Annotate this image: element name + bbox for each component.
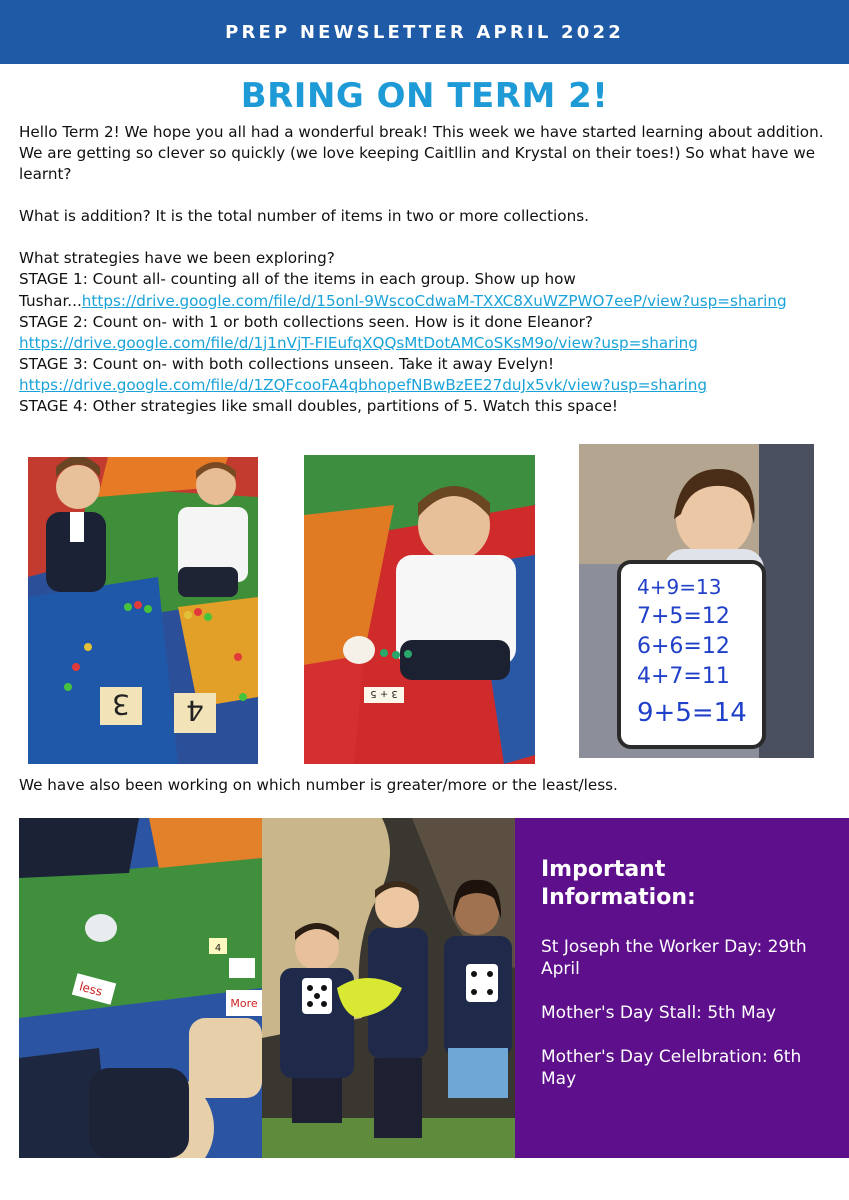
whiteboard-sums <box>637 572 762 728</box>
page-headline: BRING ON TERM 2! <box>240 76 609 116</box>
photo-girl-whiteboard <box>579 444 814 758</box>
photo-students-mat <box>28 457 258 764</box>
stage-3 <box>19 354 831 396</box>
card-more: More <box>230 997 258 1010</box>
info-title: Important Information: <box>541 857 696 910</box>
stage-2-text: STAGE 2: Count on- with 1 or both collections seen. How is it done Eleanor? <box>19 312 593 331</box>
info-item-worker-day: St Joseph the Worker Day: 29th April <box>541 937 807 979</box>
card-small-number: 4 <box>214 943 222 954</box>
card-less: less <box>77 979 104 999</box>
card-three: 3 <box>112 688 130 721</box>
stage-4-text: STAGE 4: Other strategies like small doubles, partitions of 5. Watch this space! <box>19 397 619 416</box>
addition-definition: What is addition? It is the total number of items in two or more collections. <box>19 207 589 226</box>
info-item-mothers-day-stall: Mother's Day Stall: 5th May <box>541 1003 777 1023</box>
strategies-question: What strategies have we been exploring? <box>19 249 335 268</box>
greater-less-caption: We have also been working on which number is greater/more or the least/less. <box>19 776 618 794</box>
stage-3-text: STAGE 3: Count on- with both collections unseen. Take it away Evelyn! <box>19 354 555 373</box>
newsletter-body <box>19 122 831 417</box>
photo-students-dice-puppet <box>262 818 515 1158</box>
stage-4 <box>19 396 831 417</box>
stage-1 <box>19 269 831 311</box>
photo-more-less-activity <box>19 818 262 1158</box>
whiteboard-line: 4+7=11 <box>637 664 730 689</box>
whiteboard-line: 7+5=12 <box>637 604 730 629</box>
card-four: 4 <box>186 694 204 727</box>
important-info-panel <box>515 818 849 1158</box>
stage-2 <box>19 312 831 354</box>
stage-1-link[interactable]: https://drive.google.com/file/d/15onl-9WscoCdwaM-TXXC8XuWZPWO7eeP/view?usp=sharing <box>81 291 787 310</box>
photo-boy-smiling <box>304 455 535 764</box>
intro-paragraph: Hello Term 2! We hope you all had a wonderful break! This week we have started learning about addition. We are getting so clever so quickly (we love keeping Caitllin and Krystal on their toes!) So what have we learnt? <box>19 123 824 184</box>
stage-2-link[interactable]: https://drive.google.com/file/d/1j1nVjT-FIEufqXQQsMtDotAMCoSKsM9o/view?usp=sharing <box>19 333 698 352</box>
info-item-mothers-day-celebration: Mother's Day Celelbration: 6th May <box>541 1047 802 1089</box>
newsletter-header <box>0 0 849 64</box>
whiteboard-line: 4+9=13 <box>637 575 722 599</box>
whiteboard-line: 6+6=12 <box>637 634 730 659</box>
newsletter-title: PREP NEWSLETTER APRIL 2022 <box>225 21 624 43</box>
stage-1-text: STAGE 1: Count all- counting all of the items in each group. Show up how Tushar... <box>19 270 576 310</box>
stage-3-link[interactable]: https://drive.google.com/file/d/1ZQFcooFA4qbhopefNBwBzEE27duJx5vk/view?usp=sharing <box>19 375 708 394</box>
whiteboard-line: 9+5=14 <box>637 698 747 728</box>
card-sum: 3 + 5 <box>370 688 398 699</box>
